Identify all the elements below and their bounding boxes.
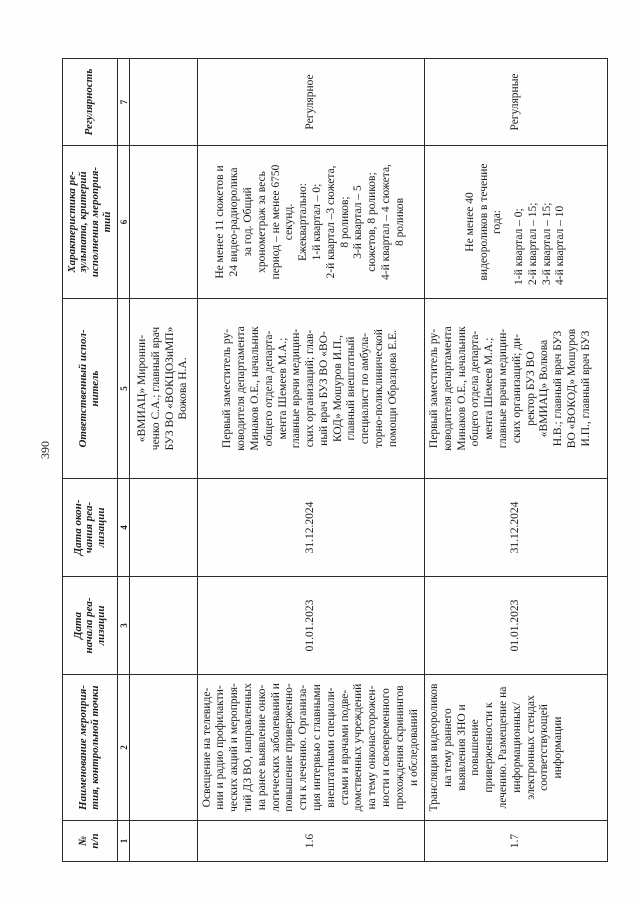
- row-1-6-regularity: Регулярное: [198, 58, 425, 145]
- row-1-7-regularity: Регулярные: [425, 58, 608, 145]
- header-regularity: Регулярность: [62, 58, 118, 145]
- column-number-1: 1: [118, 820, 130, 862]
- continuation-responsible-cell: «ВМИАЦ» Миронни- ченко С.А.; главный врач БУЗ ВО «ВОКЦОЗиМП» Вожова Н.А.: [130, 298, 198, 478]
- events-table: [62, 58, 608, 862]
- row-1-7-event: Трансляция видеороликов на тему раннего выявления ЗНО и повышение приверженности к лечению. Размещение на информационных/ электронных стендах соответствующей информации: [425, 674, 608, 820]
- continuation-start-date-cell: [130, 576, 198, 674]
- row-1-7-start-date: 01.01.2023: [425, 576, 608, 674]
- column-number-7: 7: [118, 58, 130, 145]
- continuation-result-cell: [130, 145, 198, 298]
- continuation-number-cell: [130, 820, 198, 862]
- column-number-3: 3: [118, 576, 130, 674]
- header-number: № п/п: [62, 820, 118, 862]
- row-1-6-result: Не менее 11 сюжетов и 24 видео-радиоролика за год. Общий хронометраж за весь период – не менее 6750 секунд. Ежеквартально: 1-й квартал – 0; 2-й квартал –3 сюжета, 8 роликов; 3-й квартал – 5 сюжетов, 8 роликов; 4-й квартал – 4 сюжета, 8 роликов: [198, 145, 425, 298]
- row-1-7-end-date: 31.12.2024: [425, 478, 608, 576]
- row-1-7-result-quarters: 1-й квартал – 0; 2-й квартал – 15; 3-й квартал – 15; 4-й квартал – 10: [513, 202, 567, 285]
- row-1-7-result-cell: [425, 145, 608, 298]
- row-1-7-number: 1.7: [425, 820, 608, 862]
- page-number: 390: [38, 441, 52, 459]
- column-number-6: 6: [118, 145, 130, 298]
- row-1-6-responsible: Первый заместитель ру- ководителя департамента Минаков О.Е., начальник общего отдела департа- мента Шемеев М.А.; главные врачи медицин- ских организаций; глав- ный врач БУЗ ВО «ВО- КОД» Мошуров И.П., главный внештатный специалист по амбула- торно-поликлинической помощи Образцова Е.Е.: [198, 298, 425, 478]
- header-result: Характеристика ре- зультата, критерий исполнения мероприя- тий: [62, 145, 118, 298]
- continuation-regularity-cell: [130, 58, 198, 145]
- row-1-6-event: Освещение на телевиде- нии и радио профилакти- ческих акций и мероприя- тий ДЗ ВО, направленных на ранее выявление онко- логических заболеваний и повышение приверженно- сти к лечению. Организа- ция интервью с главными внештатными специали- стами и врачами подве- домственных учреждений на тему онконасторожен- ности и своевременного прохождения скринингов и обследований: [198, 674, 425, 820]
- row-1-6-start-date: 01.01.2023: [198, 576, 425, 674]
- continuation-event-cell: [130, 674, 198, 820]
- row-1-6-end-date: 31.12.2024: [198, 478, 425, 576]
- header-responsible: Ответственный испол- нитель: [62, 298, 118, 478]
- column-number-4: 4: [118, 478, 130, 576]
- column-number-2: 2: [118, 674, 130, 820]
- column-number-5: 5: [118, 298, 130, 478]
- header-event: Наименование мероприя- тия, контрольной точки: [62, 674, 118, 820]
- header-start-date: Дата начала реа- лизации: [62, 576, 118, 674]
- row-1-7-result-intro: Не менее 40 видеороликов в течение года:: [463, 163, 504, 281]
- row-1-6-number: 1.6: [198, 820, 425, 862]
- continuation-end-date-cell: [130, 478, 198, 576]
- header-end-date: Дата окон- чания реа- лизации: [62, 478, 118, 576]
- row-1-7-responsible: Первый заместитель ру- ководителя департамента Минаков О.Е., начальник общего отдела департа- мента Шемеев М.А.; главные врачи медицин- ских организаций; ди- ректор БУЗ ВО «ВМИАЦ» Волкова Н.В.; главный врач БУЗ ВО «ВОКОД» Мошуров И.П., главный врач БУЗ: [425, 298, 608, 478]
